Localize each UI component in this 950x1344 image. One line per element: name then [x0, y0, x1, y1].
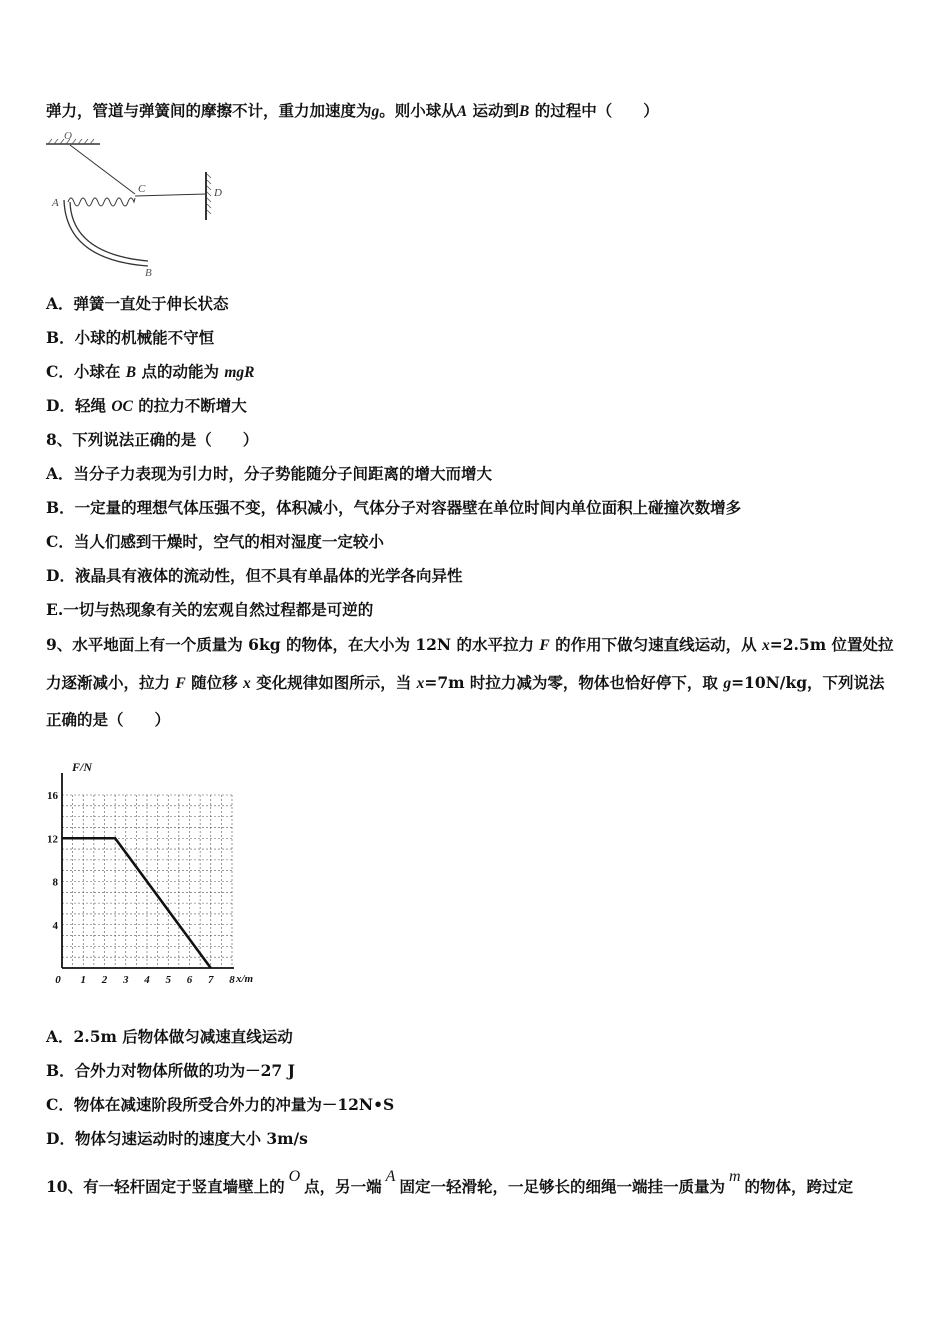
- q7-stem-mid: 。则小球从: [379, 101, 457, 120]
- q9-option-c: C．物体在减速阶段所受合外力的冲量为－12N•S: [46, 1095, 395, 1114]
- label-a: A: [52, 197, 59, 209]
- q9-l1-b: 的作用下做匀速直线运动，从: [549, 635, 763, 654]
- q9-l1-c: =2.5m 位置处拉: [769, 635, 894, 654]
- q7-option-c-mgr: mgR: [224, 364, 255, 381]
- q9-option-b: B．合外力对物体所做的功为－27 J: [46, 1061, 295, 1080]
- q8-option-e: E.一切与热现象有关的宏观自然过程都是可逆的: [46, 600, 374, 619]
- wall-hatch: [207, 174, 211, 214]
- x-tick-label: 4: [144, 974, 150, 985]
- q7-option-c-pre: C．小球在: [46, 362, 126, 381]
- q9-l2-f: F: [175, 675, 186, 692]
- q7-option-b: B．小球的机械能不守恒: [46, 328, 215, 347]
- q9-l2-d: =7m 时拉力减为零，物体也恰好停下，取: [424, 673, 724, 692]
- q7-option-c-b: B: [125, 364, 137, 381]
- y-tick-label: 8: [52, 876, 58, 889]
- q7-option-d-oc: OC: [111, 398, 133, 415]
- q8-option-d: D．液晶具有液体的流动性，但不具有单晶体的光学各向异性: [46, 566, 463, 585]
- q7-option-c-mid: 点的动能为: [136, 362, 225, 381]
- q7-figure: [40, 128, 240, 278]
- q7-option-d: [46, 396, 247, 417]
- y-tick-label: 16: [47, 790, 58, 802]
- q9-l2-e: =10N/kg，下列说法: [731, 673, 885, 692]
- x-tick-label: 7: [208, 974, 214, 985]
- q10-d: 的物体，跨过定: [744, 1177, 854, 1196]
- q8-option-c: C．当人们感到干燥时，空气的相对湿度一定较小: [46, 532, 384, 551]
- q9-stem-line3: 正确的是（ ）: [46, 710, 171, 729]
- label-b: B: [145, 267, 152, 278]
- q9-l1-a: 9、水平地面上有一个质量为 6kg 的物体，在大小为 12N 的水平拉力: [46, 635, 540, 654]
- q10-stem: [46, 1168, 854, 1198]
- q9-l2-x2: x: [416, 675, 425, 692]
- x-tick-labels: [55, 974, 235, 985]
- q9-option-a: A．2.5m 后物体做匀减速直线运动: [46, 1027, 293, 1046]
- rope-oc: [70, 145, 135, 194]
- q7-option-d-pre: D．轻绳: [46, 396, 112, 415]
- y-tick-label: 4: [52, 919, 58, 932]
- x-tick-label: 6: [186, 974, 193, 985]
- q7-point-a: A: [456, 103, 468, 120]
- q7-stem-text: 弹力，管道与弹簧间的摩擦不计，重力加速度为: [46, 101, 372, 120]
- x-tick-label: 8: [229, 974, 235, 985]
- tube-outer: [64, 200, 148, 266]
- q9-l2-g: g: [723, 675, 732, 692]
- label-c: C: [138, 183, 146, 195]
- q10-c: 固定一轻滑轮，一足够长的细绳一端挂一质量为: [399, 1177, 725, 1196]
- q10-a-point: A: [385, 1168, 396, 1185]
- q7-stem-end: 的过程中（ ）: [529, 101, 659, 120]
- q7-option-a: A．弹簧一直处于伸长状态: [46, 294, 229, 313]
- q9-option-d: D．物体匀速运动时的速度大小 3m/s: [46, 1129, 308, 1148]
- y-tick-labels: [47, 790, 59, 932]
- label-d: D: [214, 187, 222, 199]
- q7-point-b: B: [519, 103, 530, 120]
- q8-option-a: A．当分子力表现为引力时，分子势能随分子间距离的增大而增大: [46, 464, 493, 483]
- label-o: O: [64, 130, 72, 142]
- q9-l2-c: 变化规律如图所示，当: [250, 673, 417, 692]
- q9-l2-x: x: [243, 675, 251, 692]
- x-tick-label: 3: [123, 974, 129, 985]
- y-tick-label: 12: [47, 833, 58, 846]
- tube-inner: [70, 202, 148, 261]
- q10-m: m: [728, 1168, 741, 1185]
- q9-stem-line1: [46, 635, 894, 656]
- q7-option-c: [46, 362, 255, 383]
- x-axis-label: x/m: [236, 973, 254, 985]
- q7-stem: [46, 101, 659, 122]
- q9-l1-x: x: [762, 637, 770, 654]
- q7-stem-mid2: 运动到: [467, 101, 520, 120]
- q7-g: g: [371, 103, 380, 120]
- q9-l2-b: 随位移: [185, 673, 244, 692]
- q10-a: 10、有一轻杆固定于竖直墙壁上的: [46, 1177, 285, 1196]
- q7-option-d-end: 的拉力不断增大: [132, 396, 247, 415]
- y-axis-label: F/N: [72, 760, 93, 774]
- q9-l1-f: F: [539, 637, 550, 654]
- rope-cd: [135, 194, 206, 196]
- q9-stem-line2: [46, 673, 885, 694]
- q10-b: 点，另一端: [304, 1177, 382, 1196]
- spring: [68, 198, 135, 206]
- q10-o: O: [288, 1168, 301, 1185]
- q8-stem: 8、下列说法正确的是（ ）: [46, 430, 259, 449]
- x-tick-label: 5: [165, 974, 171, 985]
- q9-force-chart: [40, 755, 270, 985]
- x-tick-label: 0: [55, 974, 61, 985]
- x-tick-label: 1: [80, 974, 86, 985]
- x-tick-label: 2: [101, 974, 108, 985]
- q8-option-b: B．一定量的理想气体压强不变，体积减小，气体分子对容器壁在单位时间内单位面积上碰撞次数增多: [46, 498, 742, 517]
- q9-l2-a: 力逐渐减小，拉力: [46, 673, 176, 692]
